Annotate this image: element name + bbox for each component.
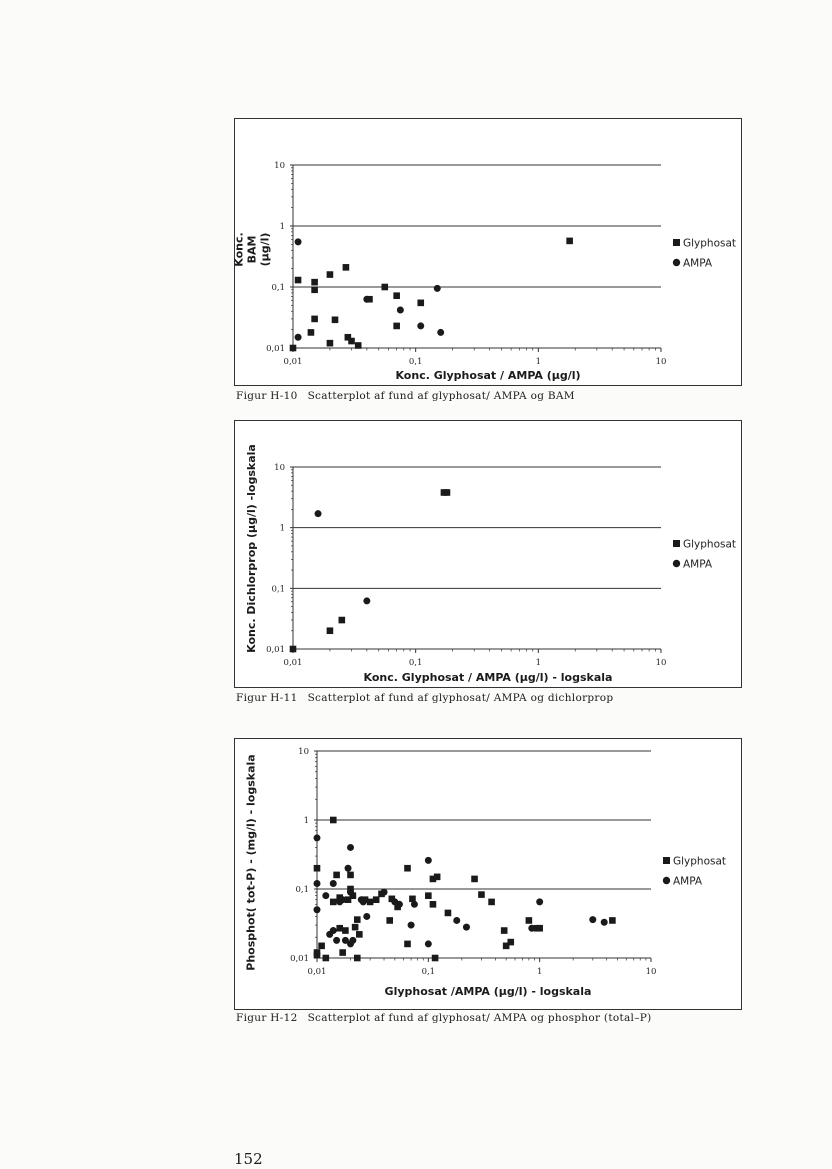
data-point-ampa [315,510,322,517]
legend-marker-square [673,239,680,246]
data-point-glyphosat [342,927,349,934]
data-point-glyphosat [478,891,485,898]
figure-caption [236,1012,652,1024]
data-point-ampa [425,940,432,947]
data-point-glyphosat [417,300,424,307]
data-point-ampa [363,913,370,920]
chart-panel-bam [234,118,742,386]
caption-text: Scatterplot af fund af glyphosat/ AMPA og dichlorprop [307,692,614,704]
data-point-glyphosat [507,939,514,946]
x-tick-label: 1 [535,357,542,367]
data-point-ampa [601,919,608,926]
data-point-glyphosat [311,316,318,323]
y-tick-label: 10 [274,161,285,171]
chart-panel-dichlorprop [234,420,742,688]
data-point-ampa [295,334,302,341]
data-point-glyphosat [430,876,437,883]
legend-label: AMPA [683,558,713,571]
scatter-plot [235,739,741,1009]
data-point-glyphosat [339,949,346,956]
caption-text: Scatterplot af fund af glyphosat/ AMPA og phosphor (total–P) [307,1012,652,1024]
legend-label: Glyphosat [683,538,737,551]
data-point-glyphosat [318,943,325,950]
y-tick-label: 0,01 [290,954,309,964]
legend-marker-circle [673,560,680,567]
data-point-glyphosat [348,338,355,345]
y-tick-label: 10 [298,747,309,757]
data-point-glyphosat [354,955,361,962]
y-tick-label: 0,1 [295,885,309,895]
y-tick-label: 0,01 [266,645,285,655]
caption-number: Figur H-12 [236,1012,298,1024]
caption-number: Figur H-10 [236,390,298,402]
x-axis-label: Glyphosat /AMPA (µg/l) - logskala [384,985,592,998]
data-point-ampa [322,892,329,899]
caption-number: Figur H-11 [236,692,298,704]
x-tick-label: 1 [535,658,542,668]
data-point-ampa [411,901,418,908]
data-point-glyphosat [352,924,359,931]
data-point-ampa [333,937,340,944]
data-point-glyphosat [381,284,388,291]
data-point-glyphosat [445,910,452,917]
y-tick-label: 0,1 [271,283,285,293]
data-point-ampa [417,322,424,329]
legend-marker-circle [673,259,680,266]
data-point-ampa [381,889,388,896]
legend-marker-square [673,540,680,547]
data-point-glyphosat [566,238,573,245]
data-point-glyphosat [404,941,411,948]
data-point-ampa [330,927,337,934]
data-point-glyphosat [323,955,330,962]
data-point-glyphosat [432,955,439,962]
data-point-ampa [453,917,460,924]
data-point-glyphosat [354,916,361,923]
data-point-ampa [363,296,370,303]
data-point-ampa [347,889,354,896]
data-point-glyphosat [373,896,380,903]
data-point-glyphosat [314,952,321,959]
data-point-glyphosat [308,329,315,336]
data-point-ampa [434,285,441,292]
scatter-plot [232,119,741,385]
data-point-glyphosat [327,340,334,347]
legend-label: Glyphosat [683,237,737,250]
figure-caption [236,692,613,704]
x-tick-label: 0,01 [307,967,327,977]
data-point-glyphosat [609,917,616,924]
data-point-glyphosat [526,917,533,924]
x-tick-label: 0,1 [408,658,423,668]
data-point-glyphosat [327,627,334,634]
data-point-glyphosat [295,277,302,284]
data-point-ampa [437,329,444,336]
y-tick-label: 0,01 [266,344,285,354]
data-point-glyphosat [367,899,374,906]
y-tick-label: 1 [303,816,309,826]
chart-panel-phosphor [234,738,742,1010]
x-tick-label: 0,1 [421,967,436,977]
data-point-glyphosat [343,264,350,271]
data-point-glyphosat [488,899,495,906]
legend-label: AMPA [683,257,713,270]
data-point-glyphosat [314,865,321,872]
data-point-ampa [314,880,321,887]
data-point-ampa [330,880,337,887]
x-tick-label: 0,01 [283,357,303,367]
data-point-glyphosat [393,292,400,299]
data-point-glyphosat [386,917,393,924]
data-point-glyphosat [332,316,339,323]
x-tick-label: 10 [655,357,667,367]
x-tick-label: 0,01 [283,658,303,668]
y-axis-label: Konc. BAM (µg/l) [232,231,272,267]
data-point-ampa [345,865,352,872]
data-point-glyphosat [330,899,337,906]
data-point-glyphosat [311,286,318,293]
scatter-plot [235,421,741,687]
x-tick-label: 0,1 [408,357,423,367]
data-point-ampa [314,906,321,913]
data-point-glyphosat [311,279,318,286]
data-point-glyphosat [339,617,346,624]
data-point-glyphosat [336,925,343,932]
data-point-ampa [425,857,432,864]
y-tick-label: 1 [279,222,285,232]
x-axis-label: Konc. Glyphosat / AMPA (µg/l) - logskala [363,671,613,684]
legend-marker-circle [663,877,670,884]
y-tick-label: 0,1 [271,584,285,595]
data-point-ampa [528,925,535,932]
x-tick-label: 10 [655,658,667,668]
figure-caption [236,390,575,402]
legend-marker-square [663,857,670,864]
x-axis-label: Konc. Glyphosat / AMPA (µg/l) [395,369,581,382]
data-point-glyphosat [356,931,363,938]
data-point-glyphosat [327,271,334,278]
data-point-glyphosat [393,323,400,330]
data-point-ampa [360,898,367,905]
y-axis-label: Konc. Dichlorprop (µg/l) -logskala [244,443,258,653]
data-point-glyphosat [333,872,340,879]
data-point-ampa [408,922,415,929]
data-point-glyphosat [404,865,411,872]
x-tick-label: 1 [536,967,543,977]
data-point-glyphosat [330,817,337,824]
data-point-ampa [363,597,370,604]
data-point-ampa [295,238,302,245]
data-point-ampa [536,898,543,905]
data-point-ampa [339,896,346,903]
data-point-glyphosat [444,489,451,496]
caption-text: Scatterplot af fund af glyphosat/ AMPA og BAM [307,390,575,402]
data-point-glyphosat [471,876,478,883]
data-point-glyphosat [536,925,543,932]
data-point-glyphosat [430,901,437,908]
data-point-ampa [314,834,321,841]
page-number: 152 [234,1150,263,1168]
data-point-ampa [396,901,403,908]
data-point-glyphosat [347,872,354,879]
data-point-glyphosat [425,892,432,899]
data-point-ampa [347,844,354,851]
y-tick-label: 1 [279,523,285,534]
x-tick-label: 10 [645,967,657,977]
legend-label: AMPA [673,875,703,888]
data-point-ampa [463,924,470,931]
legend-label: Glyphosat [673,855,727,868]
data-point-glyphosat [501,927,508,934]
data-point-ampa [589,916,596,923]
data-point-ampa [397,306,404,313]
data-point-ampa [349,937,356,944]
y-tick-label: 10 [274,463,285,473]
data-point-glyphosat [290,345,297,352]
y-axis-label: Phosphot( tot-P) - (mg/l) - logskala [244,753,258,971]
data-point-glyphosat [355,342,362,349]
data-point-glyphosat [290,646,297,653]
